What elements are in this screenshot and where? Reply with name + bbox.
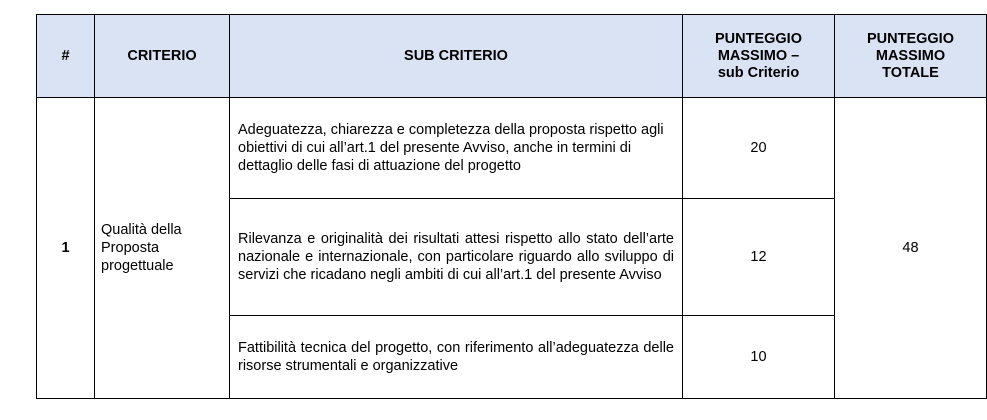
sub-criterion-1-text: Adeguatezza, chiarezza e completezza della proposta rispetto agli obiettivi di cui all’art.1 del presente Avviso, anche in termini di dettaglio delle fasi di attuazione del progetto (238, 122, 664, 174)
criterion-number (37, 98, 95, 399)
sub-criterion-text (230, 316, 683, 399)
sub-criterion-2-text: Rilevanza e originalità dei risultati attesi rispetto allo stato dell’arte nazionale e internazionale, con particolare riguardo allo sviluppo di servizi che ricadano negli ambiti di cui all’art.1 del presente Avviso (238, 231, 674, 283)
sub-criterion-3-score: 10 (750, 349, 767, 365)
header-punteggio-totale-line-1: PUNTEGGIO (866, 30, 954, 47)
criterion-name (95, 98, 230, 399)
sub-criterion-3-text: Fattibilità tecnica del progetto, con riferimento all’adeguatezza delle risorse strumentali e organizzative (238, 340, 674, 374)
header-punteggio-totale-line-3: TOTALE (882, 64, 939, 81)
header-punteggio-sub-line-1: PUNTEGGIO (714, 30, 802, 47)
header-punteggio-sub-line-2: MASSIMO – (717, 47, 800, 64)
header-punteggio-sub (683, 15, 835, 98)
sub-criterion-1-score: 20 (750, 140, 767, 156)
table-row (37, 98, 987, 199)
total-score-value: 48 (902, 240, 919, 256)
header-number (37, 15, 95, 98)
sub-criterion-score (683, 199, 835, 316)
sub-criterion-text (230, 98, 683, 199)
sub-criterion-score (683, 98, 835, 199)
evaluation-criteria-table (36, 14, 987, 399)
sub-criterion-2-score: 12 (750, 249, 767, 265)
criterion-name-line-1: Qualità della (101, 222, 182, 238)
header-criterio (95, 15, 230, 98)
header-punteggio-totale-line-2: MASSIMO (875, 47, 946, 64)
header-criterio-label: CRITERIO (127, 47, 197, 64)
criterion-name-line-2: Proposta (101, 240, 160, 256)
header-row (37, 15, 987, 98)
sub-criterion-text (230, 199, 683, 316)
header-number-label: # (61, 47, 70, 64)
criterion-name-line-3: progettuale (101, 258, 174, 274)
header-punteggio-sub-line-3: sub Criterio (717, 64, 800, 81)
total-score (835, 98, 987, 399)
header-sub-criterio (230, 15, 683, 98)
sub-criterion-score (683, 316, 835, 399)
header-punteggio-totale (835, 15, 987, 98)
criterion-number-value: 1 (61, 240, 70, 256)
header-sub-criterio-label: SUB CRITERIO (404, 47, 508, 64)
